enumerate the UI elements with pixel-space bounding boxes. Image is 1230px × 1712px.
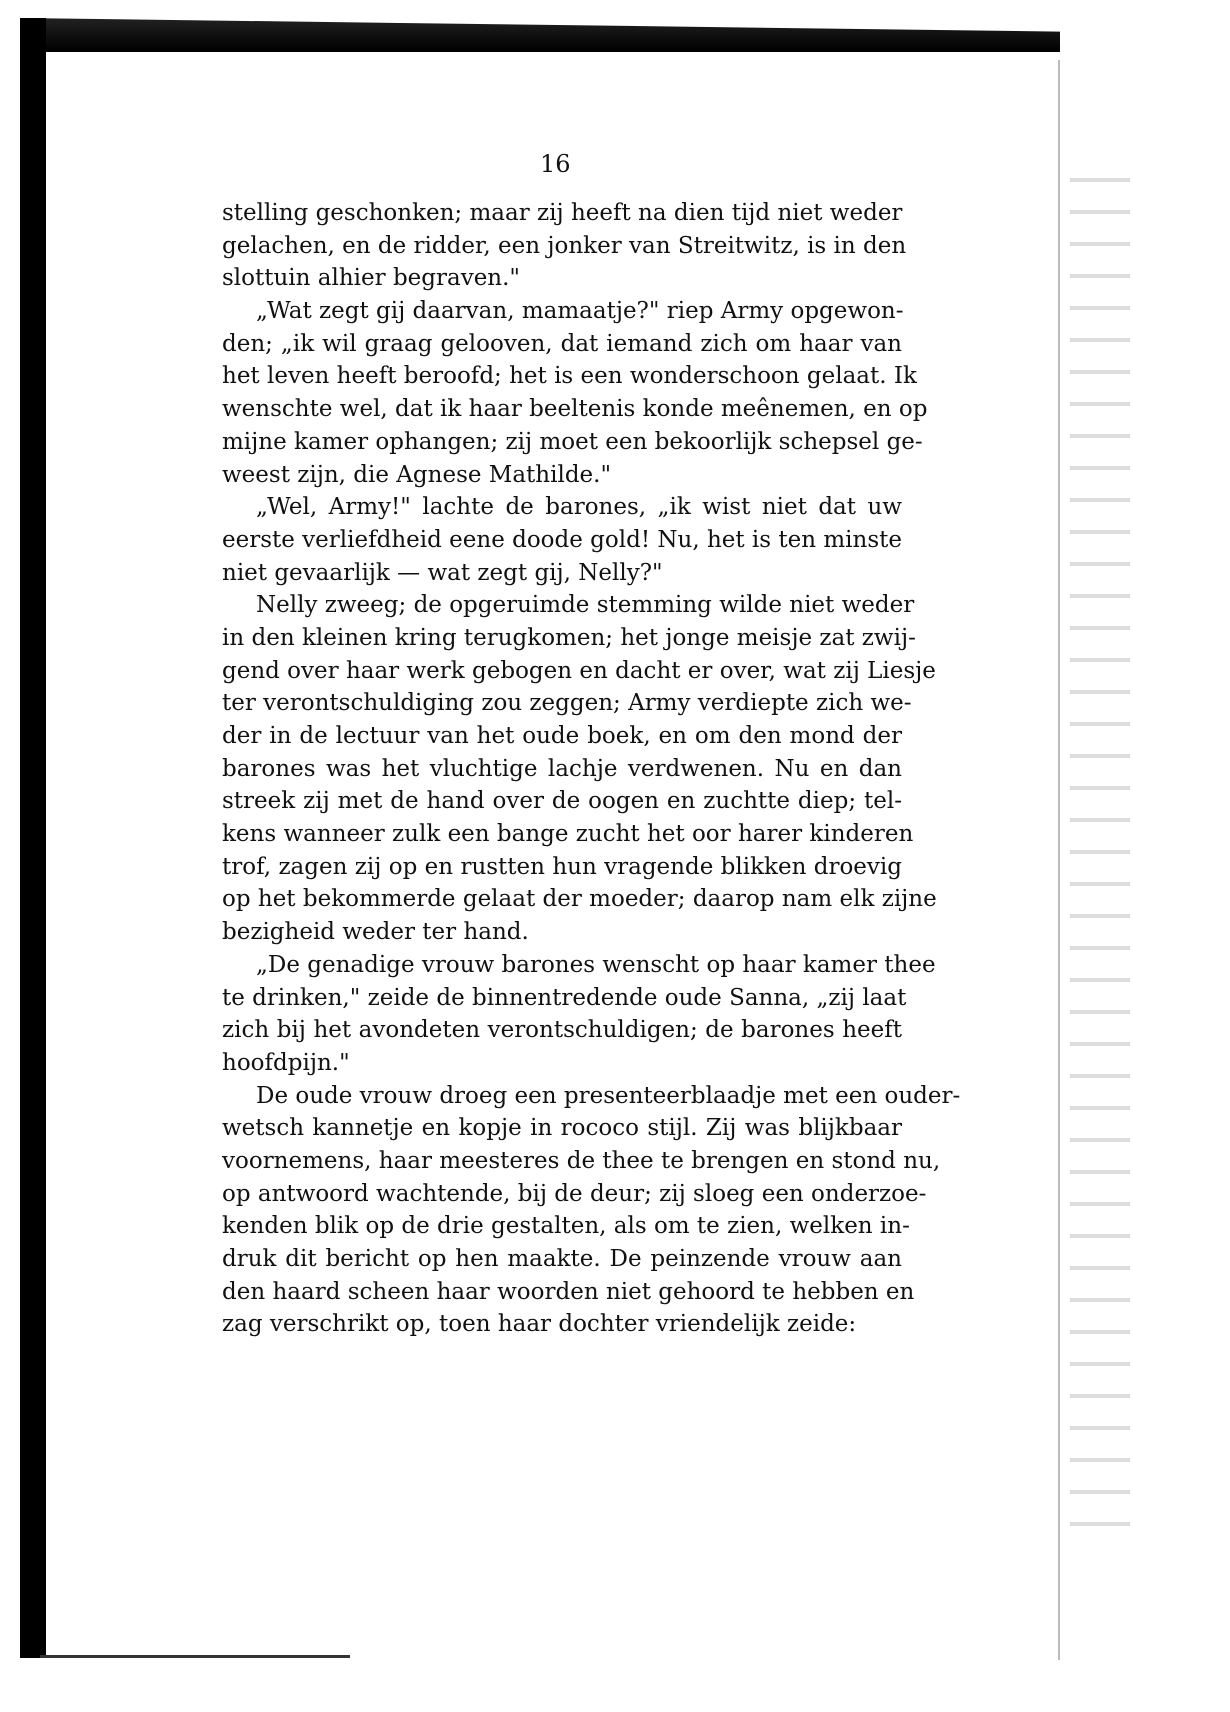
text-line: „Wat zegt gij daarvan, mamaatje?" riep Army opgewon- — [256, 298, 904, 325]
scan-left-border — [20, 18, 46, 1658]
body-text — [222, 197, 961, 1341]
text-line: den; „ik wil graag gelooven, dat iemand zich om haar van — [222, 330, 902, 357]
text-line: te drinken," zeide de binnentredende oude Sanna, „zij laat — [222, 984, 907, 1011]
scan-bottom-edge — [40, 1655, 350, 1658]
text-line: stelling geschonken; maar zij heeft na dien tijd niet weder — [222, 200, 903, 226]
text-line: streek zij met de hand over de oogen en zuchtte diep; tel- — [222, 788, 902, 815]
text-line: het leven heeft beroofd; het is een wonderschoon gelaat. Ik — [222, 363, 917, 390]
text-line: mijne kamer ophangen; zij moet een bekoorlijk schepsel ge- — [222, 428, 923, 455]
text-line: op het bekommerde gelaat der moeder; daarop nam elk zijne — [222, 886, 937, 913]
text-line: De oude vrouw droeg een presenteerblaadje met een ouder- — [256, 1082, 961, 1109]
scan-top-border — [20, 18, 1060, 52]
text-line: hoofdpijn." — [222, 1049, 350, 1076]
text-line: kens wanneer zulk een bange zucht het oor harer kinderen — [222, 821, 914, 848]
text-line: „Wel, Army!" lachte de barones, „ik wist niet dat uw — [256, 494, 902, 521]
text-line: zich bij het avondeten verontschuldigen; de barones heeft — [222, 1017, 902, 1044]
text-line: slottuin alhier begraven." — [222, 265, 521, 292]
text-line: wetsch kannetje en kopje in rococo stijl. Zij was blijkbaar — [222, 1115, 902, 1142]
text-line: zag verschrikt op, toen haar dochter vriendelijk zeide: — [222, 1311, 857, 1338]
text-line: den haard scheen haar woorden niet gehoord te hebben en — [222, 1278, 915, 1305]
text-line: gelachen, en de ridder, een jonker van Streitwitz, is in den — [222, 232, 907, 259]
text-line: „De genadige vrouw barones wenscht op haar kamer thee — [256, 951, 936, 978]
text-line: niet gevaarlijk — wat zegt gij, Nelly?" — [222, 559, 663, 586]
text-line: weest zijn, die Agnese Mathilde." — [222, 461, 612, 488]
text-line: barones was het vluchtige lachje verdwenen. Nu en dan — [222, 755, 902, 782]
page-number: 16 — [540, 150, 571, 178]
text-line: Nelly zweeg; de opgeruimde stemming wilde niet weder — [256, 592, 915, 619]
text-line: op antwoord wachtende, bij de deur; zij sloeg een onderzoe- — [222, 1180, 927, 1207]
text-line: wenschte wel, dat ik haar beeltenis konde meênemen, en op — [222, 396, 928, 423]
text-line: eerste verliefdheid eene doode gold! Nu, het is ten minste — [222, 526, 903, 553]
facing-page-bleed — [1070, 160, 1130, 1540]
text-line: trof, zagen zij op en rustten hun vragende blikken droevig — [222, 853, 902, 880]
text-line: bezigheid weder ter hand. — [222, 919, 529, 946]
text-line: gend over haar werk gebogen en dacht er over, wat zij Liesje — [222, 657, 936, 684]
text-line: kenden blik op de drie gestalten, als om te zien, welken in- — [222, 1213, 910, 1240]
text-line: ter verontschuldiging zou zeggen; Army verdiepte zich we- — [222, 690, 912, 717]
text-line: der in de lectuur van het oude boek, en om den mond der — [222, 723, 902, 749]
text-line: in den kleinen kring terugkomen; het jonge meisje zat zwij- — [222, 624, 916, 651]
page-right-edge — [1058, 60, 1060, 1660]
text-line: druk dit bericht op hen maakte. De peinzende vrouw aan — [222, 1246, 902, 1272]
text-line: voornemens, haar meesteres de thee te brengen en stond nu, — [222, 1147, 941, 1174]
